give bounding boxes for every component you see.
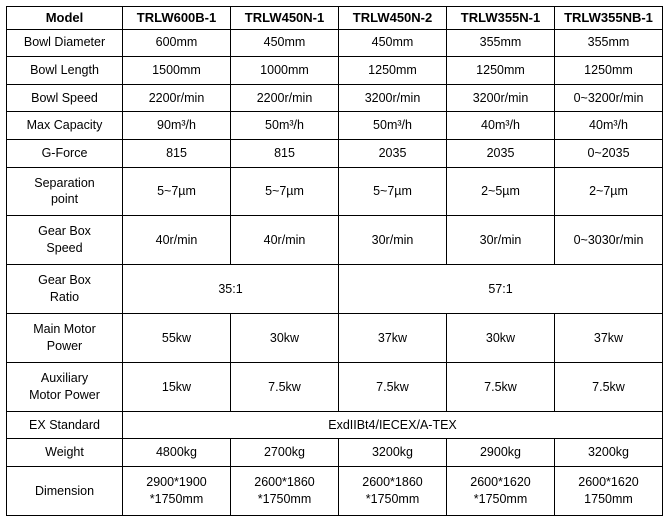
row-label-line: Motor Power	[29, 387, 100, 402]
table-cell: 37kw	[339, 314, 447, 363]
table-cell: 2900kg	[447, 439, 555, 467]
row-label: Bowl Speed	[7, 84, 123, 112]
table-cell: 5~7µm	[339, 167, 447, 216]
table-row	[7, 467, 663, 516]
table-cell: 2~7µm	[555, 167, 663, 216]
table-cell: 35:1	[123, 265, 339, 314]
table-cell: 55kw	[123, 314, 231, 363]
table-cell: 40r/min	[123, 216, 231, 265]
table-cell: 7.5kw	[555, 363, 663, 412]
table-row	[7, 57, 663, 85]
row-label: EX Standard	[7, 411, 123, 439]
table-cell	[231, 467, 339, 516]
row-label-line: Gear Box	[38, 273, 91, 288]
table-cell: 30kw	[231, 314, 339, 363]
table-cell: 7.5kw	[447, 363, 555, 412]
table-cell: 0~3200r/min	[555, 84, 663, 112]
table-cell: 30r/min	[339, 216, 447, 265]
table-cell: 2200r/min	[231, 84, 339, 112]
table-cell: 50m³/h	[339, 112, 447, 140]
table-cell-line: 2600*1620	[578, 475, 639, 490]
table-cell-line: *1750mm	[257, 492, 312, 507]
table-cell: 40m³/h	[555, 112, 663, 140]
table-header	[7, 7, 663, 30]
table-cell: 4800kg	[123, 439, 231, 467]
table-row	[7, 167, 663, 216]
table-cell: 7.5kw	[339, 363, 447, 412]
row-label	[7, 216, 123, 265]
specification-table	[6, 6, 663, 516]
table-cell: 815	[123, 139, 231, 167]
table-cell: ExdIIBt4/IECEX/A-TEX	[123, 411, 663, 439]
table-body	[7, 29, 663, 515]
row-label-line: Separation	[34, 175, 95, 190]
row-label: Max Capacity	[7, 112, 123, 140]
row-label-line: Auxiliary	[40, 371, 89, 386]
row-label-line: Power	[46, 339, 83, 354]
table-cell: 5~7µm	[231, 167, 339, 216]
table-row	[7, 29, 663, 57]
table-cell	[555, 467, 663, 516]
table-row	[7, 139, 663, 167]
table-cell: 50m³/h	[231, 112, 339, 140]
table-cell-line: *1750mm	[149, 492, 204, 507]
table-cell: 3200r/min	[339, 84, 447, 112]
table-cell: 2035	[447, 139, 555, 167]
table-row	[7, 439, 663, 467]
table-cell: 1500mm	[123, 57, 231, 85]
table-cell: 0~3030r/min	[555, 216, 663, 265]
table-cell-line: 2600*1860	[362, 475, 423, 490]
table-cell-line: 2900*1900	[146, 475, 207, 490]
table-row	[7, 314, 663, 363]
table-cell-line: 1750mm	[584, 492, 633, 507]
table-cell: 1250mm	[339, 57, 447, 85]
table-header-row	[7, 7, 663, 30]
table-cell: 37kw	[555, 314, 663, 363]
table-cell	[447, 467, 555, 516]
column-header-trlw450n-1: TRLW450N-1	[231, 7, 339, 30]
table-row	[7, 363, 663, 412]
table-cell-line: 2600*1860	[254, 475, 315, 490]
table-cell: 7.5kw	[231, 363, 339, 412]
table-row	[7, 84, 663, 112]
table-cell-line: *1750mm	[365, 492, 420, 507]
table-row	[7, 216, 663, 265]
table-cell: 57:1	[339, 265, 663, 314]
table-cell-line: *1750mm	[473, 492, 528, 507]
table-row	[7, 411, 663, 439]
table-cell: 1250mm	[555, 57, 663, 85]
table-cell: 15kw	[123, 363, 231, 412]
row-label	[7, 314, 123, 363]
table-cell: 5~7µm	[123, 167, 231, 216]
row-label: Weight	[7, 439, 123, 467]
column-header-trlw355nb-1: TRLW355NB-1	[555, 7, 663, 30]
table-cell: 30kw	[447, 314, 555, 363]
table-cell: 3200kg	[555, 439, 663, 467]
row-label-line: Main Motor	[33, 322, 96, 337]
row-label: Bowl Diameter	[7, 29, 123, 57]
table-cell: 600mm	[123, 29, 231, 57]
row-label-line: Gear Box	[38, 224, 91, 239]
table-cell: 90m³/h	[123, 112, 231, 140]
row-label-line: point	[50, 192, 79, 207]
column-header-model: Model	[7, 7, 123, 30]
table-cell: 3200r/min	[447, 84, 555, 112]
row-label: Dimension	[7, 467, 123, 516]
table-cell: 2700kg	[231, 439, 339, 467]
table-cell: 2200r/min	[123, 84, 231, 112]
table-cell: 30r/min	[447, 216, 555, 265]
row-label	[7, 363, 123, 412]
column-header-trlw600b-1: TRLW600B-1	[123, 7, 231, 30]
table-cell: 1000mm	[231, 57, 339, 85]
row-label: G-Force	[7, 139, 123, 167]
row-label-line: Speed	[46, 241, 83, 256]
table-cell: 450mm	[339, 29, 447, 57]
table-cell: 815	[231, 139, 339, 167]
table-cell: 355mm	[447, 29, 555, 57]
table-cell: 40r/min	[231, 216, 339, 265]
table-cell: 2~5µm	[447, 167, 555, 216]
row-label	[7, 265, 123, 314]
table-cell	[339, 467, 447, 516]
column-header-trlw355n-1: TRLW355N-1	[447, 7, 555, 30]
table-cell: 355mm	[555, 29, 663, 57]
table-cell: 450mm	[231, 29, 339, 57]
table-cell: 1250mm	[447, 57, 555, 85]
table-cell: 0~2035	[555, 139, 663, 167]
row-label-line: Ratio	[49, 290, 80, 305]
table-cell: 40m³/h	[447, 112, 555, 140]
row-label: Bowl Length	[7, 57, 123, 85]
column-header-trlw450n-2: TRLW450N-2	[339, 7, 447, 30]
table-row	[7, 112, 663, 140]
table-cell: 2035	[339, 139, 447, 167]
table-row	[7, 265, 663, 314]
row-label	[7, 167, 123, 216]
table-cell	[123, 467, 231, 516]
table-cell-line: 2600*1620	[470, 475, 531, 490]
table-cell: 3200kg	[339, 439, 447, 467]
